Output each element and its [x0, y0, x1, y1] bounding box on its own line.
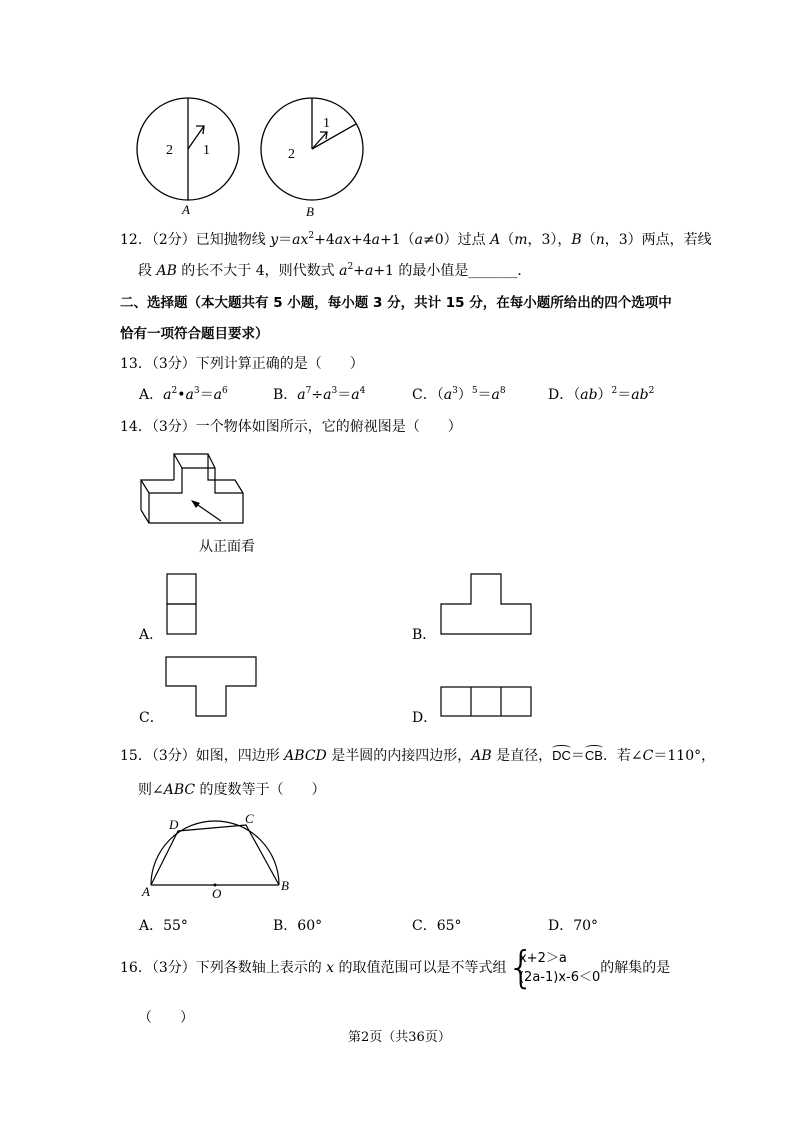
q15-text: 则∠ — [138, 782, 164, 798]
q15-text: ＝ — [570, 748, 585, 764]
q13-operator: ＝ — [199, 387, 214, 403]
q15-text: 是半圆的内接四边形， — [326, 748, 472, 764]
q12-points: （2分） — [151, 232, 196, 248]
q14-option-c-figure[interactable] — [165, 656, 258, 718]
q12-var: a — [364, 263, 374, 279]
q14-option-d-label[interactable]: D． — [412, 710, 438, 726]
q13-exponent: 2 — [611, 386, 618, 396]
q13-option-a[interactable] — [139, 384, 228, 404]
q12-var: a — [371, 232, 380, 248]
q13-exponent: 3 — [331, 386, 338, 396]
q13-var: a — [491, 387, 500, 403]
q15-segment: AB — [471, 748, 492, 764]
spinner-a-right-label: 1 — [203, 143, 210, 158]
q13-operator: ＝ — [477, 387, 492, 403]
q13-exponent: 3 — [452, 386, 458, 396]
q12-text: 段 — [138, 263, 157, 279]
q13-var: ab — [580, 387, 598, 403]
q15-angle: ABC — [163, 782, 196, 798]
q15-text: 是直径， — [491, 748, 553, 764]
q15-fig-label-o: O — [212, 886, 222, 901]
q13-operator: ＝ — [337, 387, 352, 403]
section-2-header-line-2: 恰有一项符合题目要求） — [120, 326, 269, 342]
question-13-stem: 13．（3分）下列计算正确的是（ ） — [120, 356, 364, 372]
q12-var: ax — [292, 232, 309, 248]
spinner-b-small-label: 1 — [323, 116, 330, 131]
q13-option-c[interactable] — [412, 384, 506, 404]
q12-text: 已知抛物线 — [195, 232, 271, 248]
q13-operator: ） — [457, 387, 472, 403]
question-12-line-1 — [120, 229, 712, 249]
q13-var: a — [443, 387, 453, 403]
q13-exponent: 6 — [221, 386, 228, 396]
q13-var: a — [297, 387, 306, 403]
q12-point: B — [571, 232, 582, 248]
q13-exponent: 2 — [648, 386, 655, 396]
q12-text: ≠0）过点 — [423, 232, 491, 248]
option-label: D． — [548, 387, 574, 403]
q13-var: a — [163, 387, 172, 403]
question-14-stem: 14．（3分）一个物体如图所示，它的俯视图是（ ） — [120, 419, 462, 435]
spinner-b-caption: B — [306, 204, 314, 219]
q15-quadrilateral: ABCD — [284, 748, 327, 764]
q15-option-b[interactable]: B．60° — [273, 918, 323, 934]
q12-var: n — [595, 232, 605, 248]
q12-var: ax — [334, 232, 351, 248]
q12-text: ，3）两点，若线 — [604, 232, 712, 248]
q12-text: 的长不大于 4，则代数式 — [176, 263, 340, 279]
q16-inequality-2: (2a-1)x-6＜0 — [518, 970, 601, 985]
q14-solid-figure — [138, 448, 250, 528]
q12-number: 12． — [120, 232, 152, 248]
q13-var: a — [185, 387, 194, 403]
option-label: B． — [273, 387, 298, 403]
question-16-line-1 — [120, 949, 670, 987]
q13-option-d[interactable] — [548, 384, 654, 404]
q12-text: ． — [517, 263, 532, 279]
spinner-b-large-label: 2 — [288, 147, 295, 162]
q13-operator: （ — [436, 387, 444, 403]
q12-text: ，3）， — [527, 232, 572, 248]
spinner-a-left-label: 2 — [166, 143, 173, 158]
q12-answer-blank[interactable]: _______ — [468, 263, 518, 279]
question-12-line-2 — [138, 260, 531, 280]
q15-text: ＝110°， — [653, 748, 716, 764]
q13-operator: ＝ — [617, 387, 632, 403]
q13-var: ab — [631, 387, 649, 403]
q13-operator: （ — [573, 387, 581, 403]
q15-fig-label-b: B — [281, 878, 289, 893]
q13-var: a — [351, 387, 360, 403]
q16-text: 的取值范围可以是不等式组 — [334, 960, 507, 976]
q15-option-a[interactable]: A．55° — [139, 918, 188, 934]
q13-operator: ） — [597, 387, 612, 403]
q15-text: ．若∠ — [602, 748, 643, 764]
q15-var: C — [642, 748, 654, 764]
q14-option-d-figure[interactable] — [440, 686, 533, 718]
option-label: A． — [139, 387, 164, 403]
q12-text: （ — [581, 232, 596, 248]
q12-text: +1 的最小值是 — [373, 263, 469, 279]
q12-text: + — [353, 263, 365, 279]
q12-segment: AB — [156, 263, 177, 279]
q16-answer-paren: （ ） — [138, 1010, 194, 1026]
q12-text: （ — [500, 232, 515, 248]
q15-fig-label-c: C — [245, 811, 254, 826]
q15-semicircle-figure — [138, 808, 298, 903]
q15-text: 的度数等于（ ） — [195, 782, 326, 798]
q12-exponent: 2 — [308, 231, 315, 241]
q12-exponent: 2 — [347, 262, 354, 272]
q12-var: m — [514, 232, 528, 248]
q13-operator: • — [177, 387, 186, 403]
q13-exponent: 3 — [193, 386, 200, 396]
q12-var: a — [414, 232, 423, 248]
q12-point: A — [490, 232, 501, 248]
question-15-line-2 — [138, 779, 326, 799]
q15-fig-label-a: A — [142, 884, 150, 899]
q15-arc-dc: DC — [552, 748, 571, 763]
q15-option-d[interactable]: D．70° — [548, 918, 599, 934]
q13-exponent: 4 — [359, 386, 366, 396]
spinner-figures — [130, 92, 370, 224]
spinner-a-caption: A — [182, 202, 190, 217]
q13-exponent: 2 — [171, 386, 178, 396]
q15-fig-label-d: D — [169, 817, 179, 832]
q16-inequality-system — [511, 949, 600, 987]
q13-exponent: 5 — [471, 386, 478, 396]
q12-var: y — [270, 232, 279, 248]
q15-arc-cb: CB — [584, 748, 603, 763]
q16-var: x — [326, 960, 335, 976]
q13-exponent: 8 — [499, 386, 506, 396]
q13-var: a — [323, 387, 332, 403]
section-2-header-line-1: 二、选择题（本大题共有 5 小题，每小题 3 分，共计 15 分，在每小题所给出的四个选项中 — [120, 295, 672, 311]
q14-option-b-figure[interactable] — [440, 573, 533, 636]
q13-var: a — [213, 387, 222, 403]
q16-text: 16．（3分）下列各数轴上表示的 — [120, 960, 327, 976]
spinner-a — [137, 98, 239, 217]
q12-text: ＝ — [278, 232, 293, 248]
q14-option-b-label[interactable]: B． — [412, 627, 437, 643]
q14-front-view-label: 从正面看 — [199, 539, 255, 555]
question-15-line-1 — [120, 745, 715, 765]
page-footer: 第2页（共36页） — [348, 1030, 451, 1045]
q12-text: +4 — [314, 232, 335, 248]
q13-operator: ÷ — [311, 387, 324, 403]
option-label: C． — [412, 387, 437, 403]
q16-text: 的解集的是 — [600, 960, 671, 976]
q14-option-a-label[interactable]: A． — [139, 627, 164, 643]
q13-option-b[interactable] — [273, 384, 365, 404]
q14-option-a-figure[interactable] — [166, 573, 198, 636]
q15-text: 15．（3分）如图，四边形 — [120, 748, 285, 764]
q15-option-c[interactable]: C．65° — [412, 918, 462, 934]
q12-text: +1（ — [380, 232, 415, 248]
q16-inequality-1: x+2＞a — [518, 951, 567, 966]
q12-text: +4 — [351, 232, 372, 248]
q12-var: a — [339, 263, 348, 279]
spinner-b — [261, 98, 363, 219]
q13-exponent: 7 — [305, 386, 312, 396]
q14-option-c-label[interactable]: C． — [139, 710, 164, 726]
